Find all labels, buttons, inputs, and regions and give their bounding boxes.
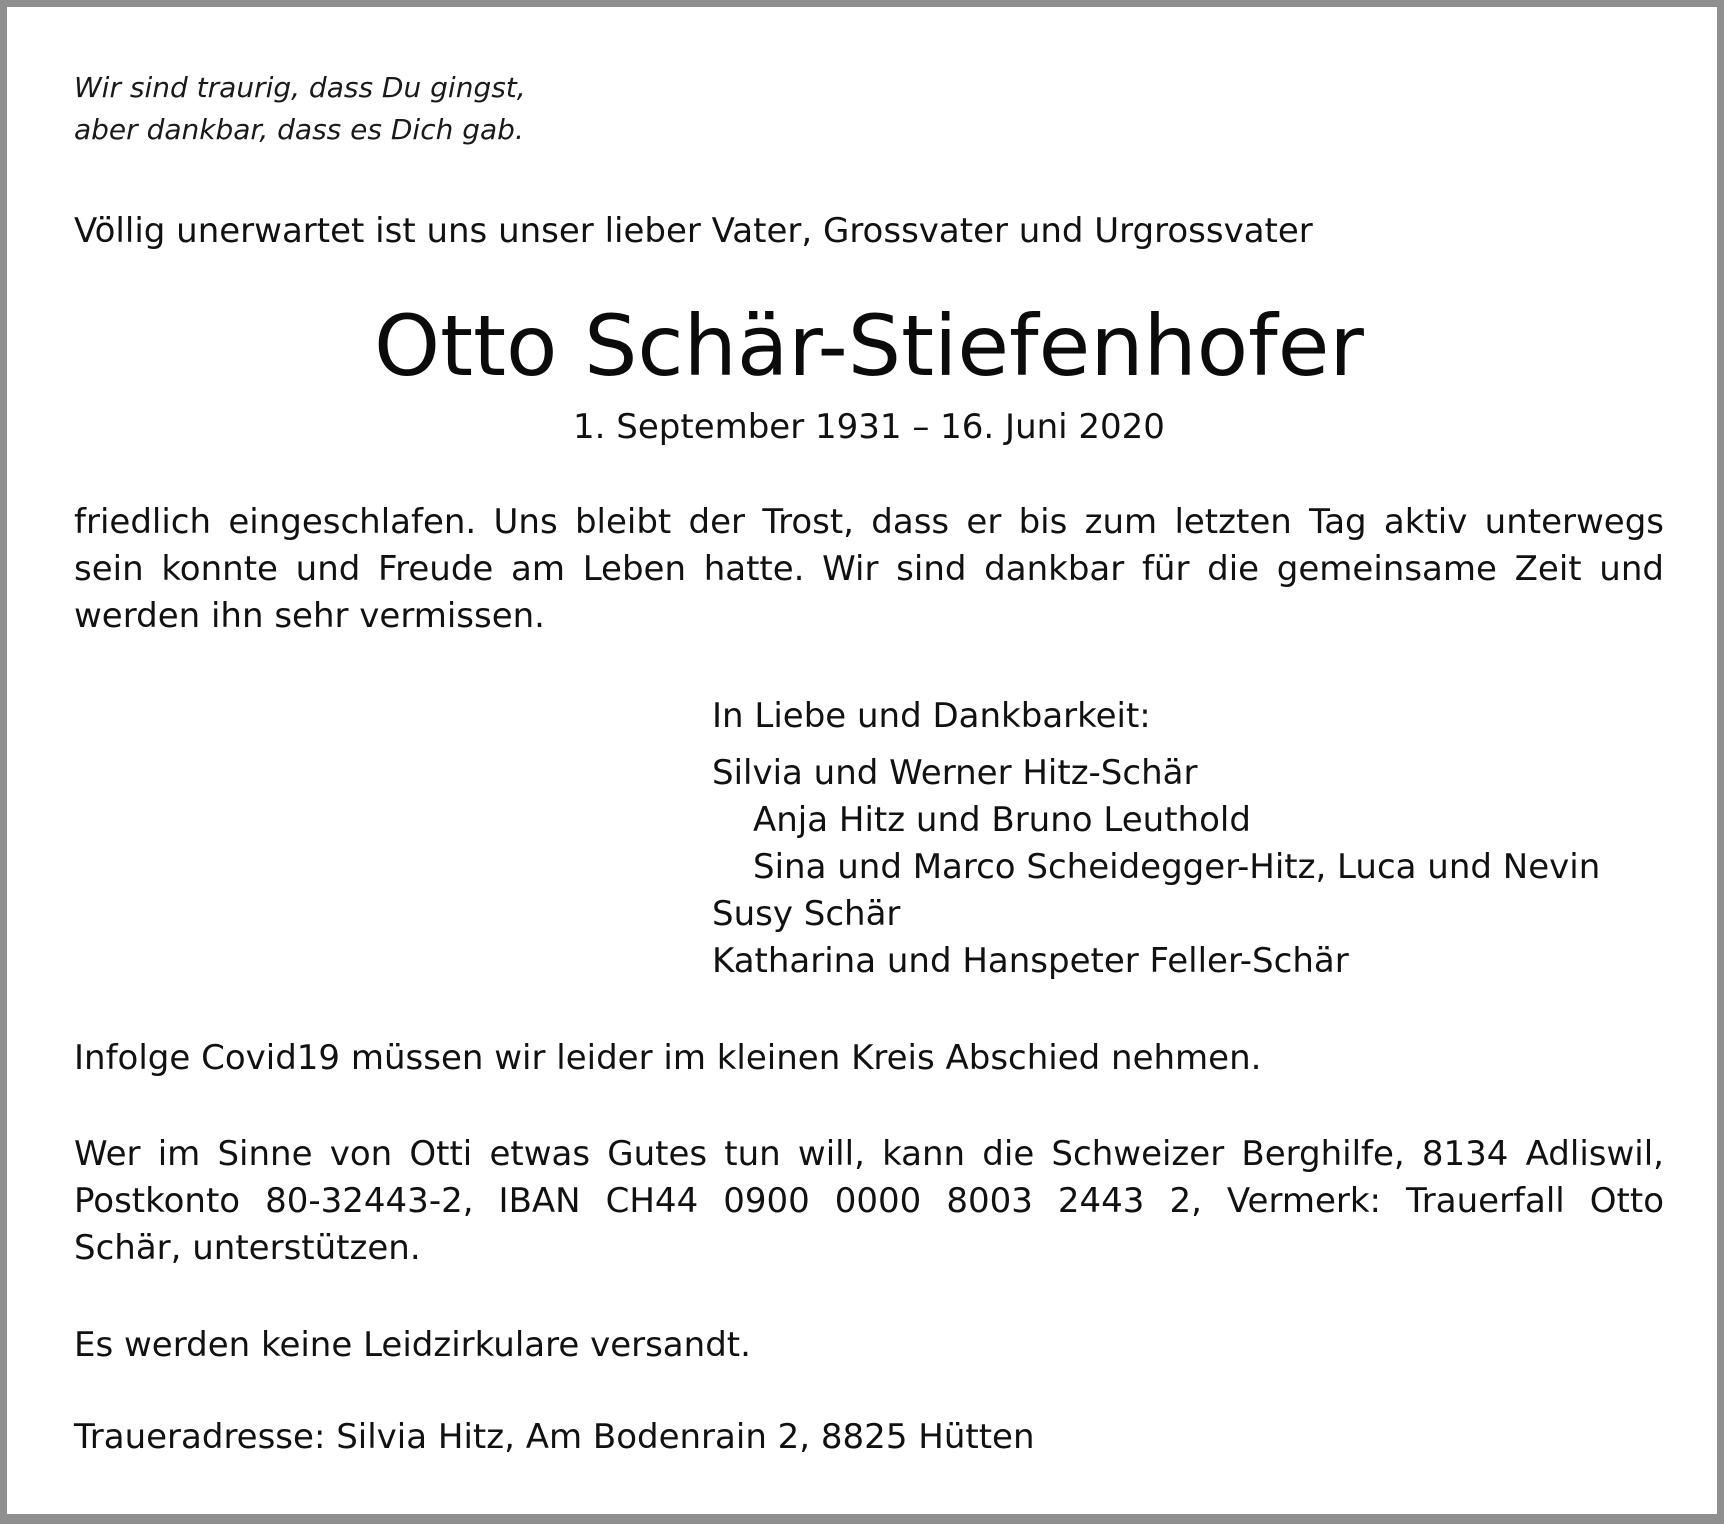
message-line-3: werden ihn sehr vermissen.: [74, 596, 545, 636]
motto-line-2: aber dankbar, dass es Dich gab.: [74, 113, 524, 146]
message-line-2: sein konnte und Freude am Leben hatte. Wir sind dankbar für die gemeinsame Zeit und: [74, 549, 1664, 589]
donation-line-3: Schär, unterstützen.: [74, 1228, 421, 1268]
message-line-1: friedlich eingeschlafen. Uns bleibt der Trost, dass er bis zum letzten Tag aktiv unterwegs: [74, 502, 1664, 542]
intro-sentence: Völlig unerwartet ist uns unser lieber Vater, Grossvater und Urgrossvater: [74, 211, 1313, 251]
motto-verse: [74, 67, 526, 151]
mourning-address: Traueradresse: Silvia Hitz, Am Bodenrain 2, 8825 Hütten: [74, 1417, 1035, 1457]
signer-name: Katharina und Hanspeter Feller-Schär: [712, 941, 1349, 981]
donation-paragraph: [74, 1131, 1664, 1272]
no-circulars-notice: Es werden keine Leidzirkulare versandt.: [74, 1325, 751, 1365]
signer-name: Susy Schär: [712, 894, 901, 934]
donation-line-2: Postkonto 80-32443-2, IBAN CH44 0900 0000 8003 2443 2, Vermerk: Trauerfall Otto: [74, 1181, 1664, 1221]
life-dates: 1. September 1931 – 16. Juni 2020: [573, 407, 1165, 447]
signer-name: Silvia und Werner Hitz-Schär: [712, 753, 1198, 793]
signers-block: [712, 693, 1600, 985]
motto-line-1: Wir sind traurig, dass Du gingst,: [74, 71, 526, 104]
closing-phrase: In Liebe und Dankbarkeit:: [712, 696, 1151, 736]
deceased-name: Otto Schär-Stiefenhofer: [374, 297, 1364, 395]
signer-name: Anja Hitz und Bruno Leuthold: [753, 800, 1251, 840]
donation-line-1: Wer im Sinne von Otti etwas Gutes tun will, kann die Schweizer Berghilfe, 8134 Adliswil,: [74, 1134, 1664, 1174]
message-paragraph: [74, 499, 1664, 640]
signer-name: Sina und Marco Scheidegger-Hitz, Luca und Nevin: [753, 847, 1601, 887]
covid-notice: Infolge Covid19 müssen wir leider im kleinen Kreis Abschied nehmen.: [74, 1038, 1262, 1078]
